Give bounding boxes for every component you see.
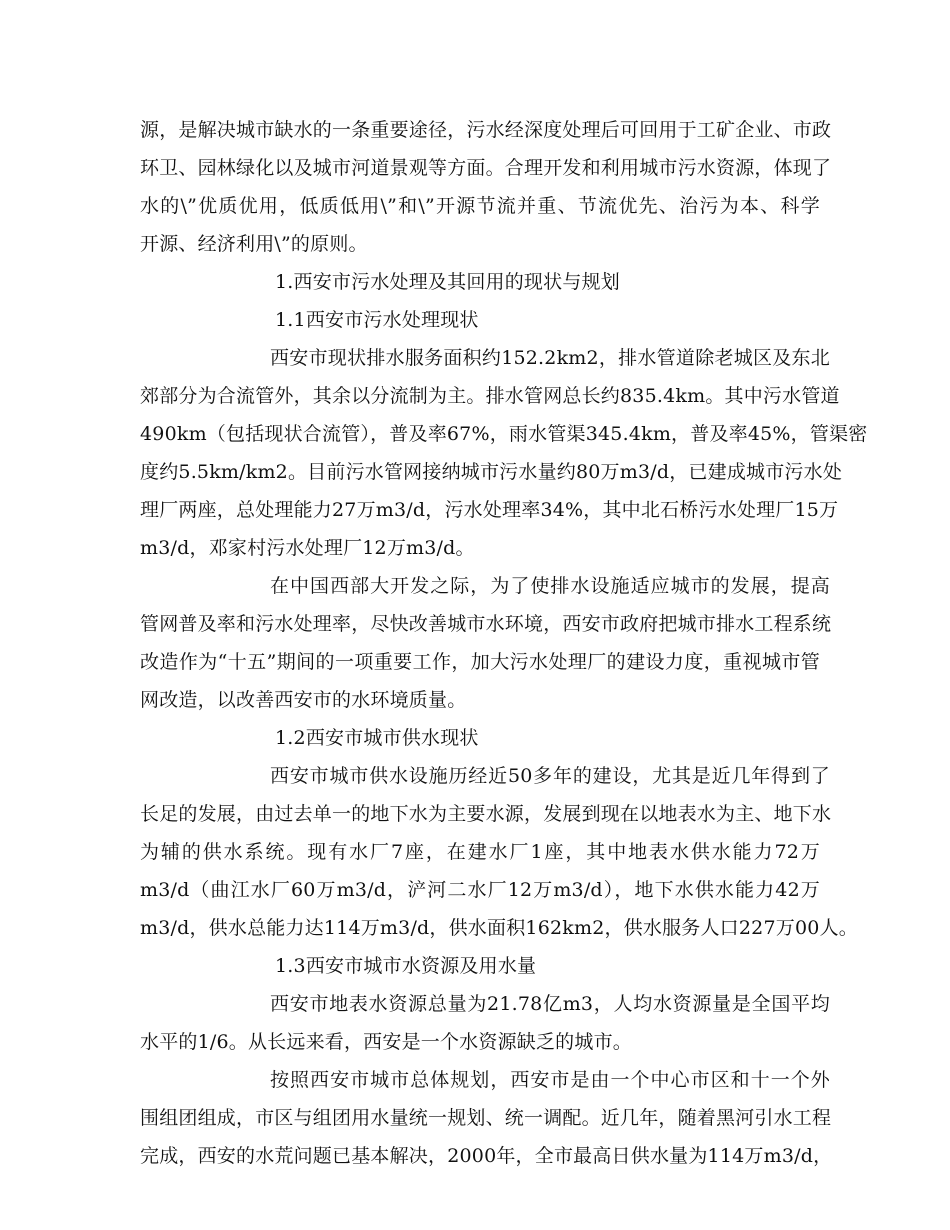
paragraph-line: 度约5.5km/km2。目前污水管网接纳城市污水量约80万m3/d，已建成城市污水处 <box>140 461 843 483</box>
paragraph-line: m3/d（曲江水厂60万m3/d，浐河二水厂12万m3/d），地下水供水能力42万 <box>140 879 820 901</box>
paragraph-line: 网改造，以改善西安市的水环境质量。 <box>140 689 467 711</box>
paragraph-line: 西安市地表水资源总量为21.78亿m3，人均水资源量是全国平均 <box>270 993 830 1015</box>
paragraph-line: 西安市城市供水设施历经近50多年的建设，尤其是近几年得到了 <box>270 765 830 787</box>
paragraph-line: 490km（包括现状合流管），普及率67%，雨水管渠345.4km，普及率45%，管渠密 <box>140 423 868 445</box>
paragraph-line: 按照西安市城市总体规划，西安市是由一个中心市区和十一个外 <box>270 1069 830 1091</box>
paragraph-line: 围组团组成，市区与组团用水量统一规划、统一调配。近几年，随着黑河引水工程 <box>140 1107 832 1129</box>
paragraph-line: 源，是解决城市缺水的一条重要途径，污水经深度处理后可回用于工矿企业、市政 <box>140 119 832 141</box>
paragraph-line: 环卫、园林绿化以及城市河道景观等方面。合理开发和利用城市污水资源，体现了 <box>140 157 832 179</box>
paragraph-line: 管网普及率和污水处理率，尽快改善城市水环境，西安市政府把城市排水工程系统 <box>140 613 832 635</box>
subsection-heading: 1.3西安市城市水资源及用水量 <box>275 955 537 977</box>
paragraph-line: 完成，西安的水荒问题已基本解决，2000年，全市最高日供水量为114万m3/d， <box>140 1145 833 1167</box>
subsection-heading: 1.2西安市城市供水现状 <box>275 727 479 749</box>
paragraph-line: 开源、经济利用\”的原则。 <box>140 233 368 255</box>
paragraph-line: 水的\”优质优用，低质低用\”和\”开源节流并重、节流优先、治污为本、科学 <box>140 195 820 217</box>
paragraph-line: 理厂两座，总处理能力27万m3/d，污水处理率34%，其中北石桥污水处理厂15万 <box>140 499 839 521</box>
paragraph-line: 为辅的供水系统。现有水厂7座，在建水厂1座，其中地表水供水能力72万 <box>140 841 820 863</box>
paragraph-line: 西安市现状排水服务面积约152.2km2，排水管道除老城区及东北 <box>270 347 830 369</box>
paragraph-line: m3/d，邓家村污水处理厂12万m3/d。 <box>140 537 475 559</box>
subsection-heading: 1.1西安市污水处理现状 <box>275 309 479 331</box>
paragraph-line: m3/d，供水总能力达114万m3/d，供水面积162km2，供水服务人口227万00人。 <box>140 917 858 939</box>
paragraph-line: 水平的1/6。从长远来看，西安是一个水资源缺乏的城市。 <box>140 1031 632 1053</box>
section-heading: 1.西安市污水处理及其回用的现状与规划 <box>275 271 620 293</box>
paragraph-line: 在中国西部大开发之际，为了使排水设施适应城市的发展，提高 <box>270 575 830 597</box>
paragraph-line: 郊部分为合流管外，其余以分流制为主。排水管网总长约835.4km。其中污水管道 <box>140 385 840 407</box>
paragraph-line: 改造作为“十五”期间的一项重要工作，加大污水处理厂的建设力度，重视城市管 <box>140 651 820 673</box>
paragraph-line: 长足的发展，由过去单一的地下水为主要水源，发展到现在以地表水为主、地下水 <box>140 803 832 825</box>
